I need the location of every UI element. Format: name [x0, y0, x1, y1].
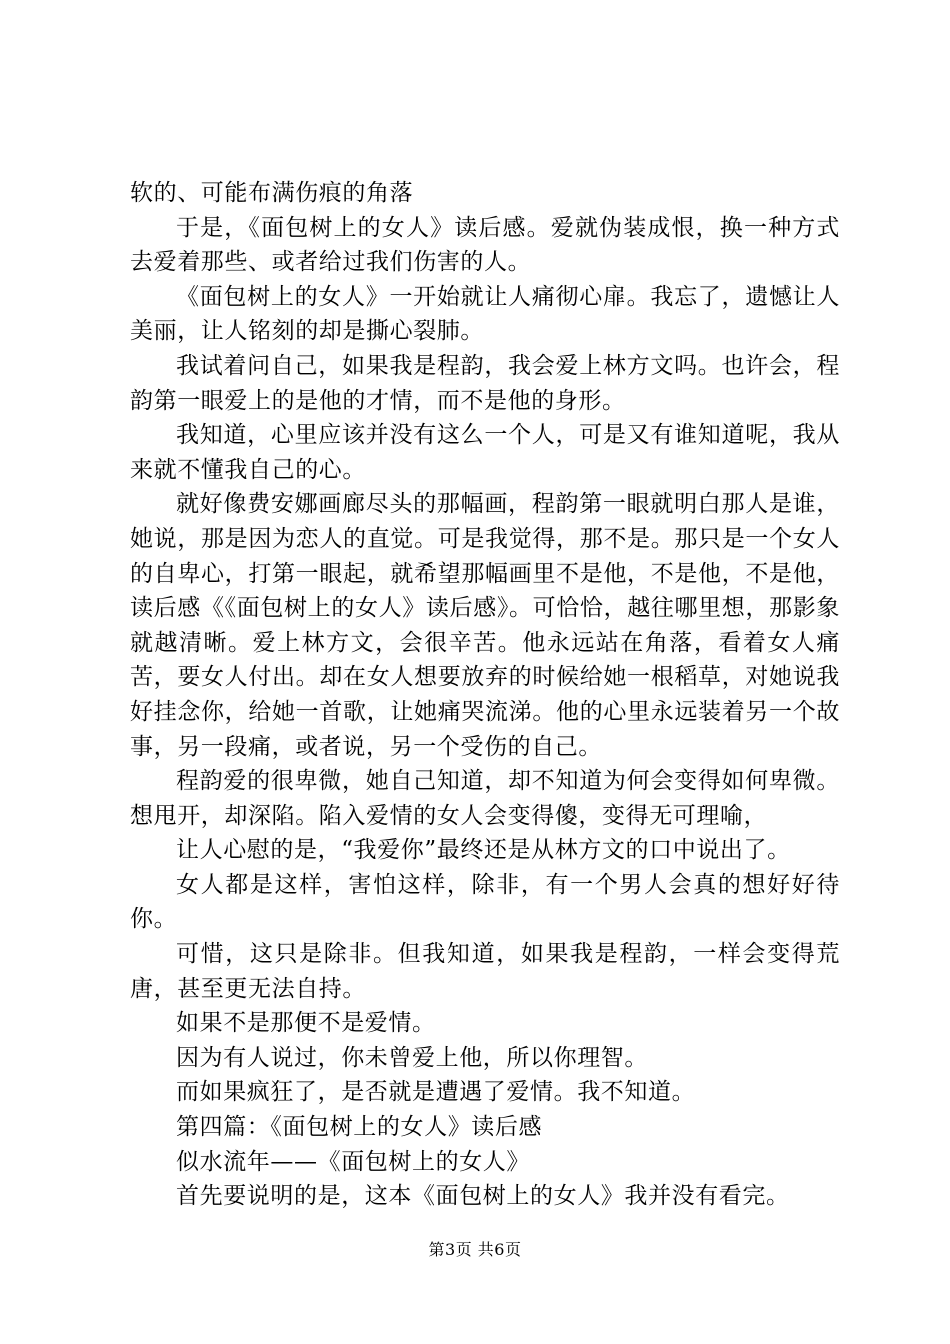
- section-heading: 第四篇：《面包树上的女人》读后感: [176, 1114, 543, 1141]
- paragraph: 《面包树上的女人》一开始就让人痛彻心扉。我忘了，遗憾让人美丽，让人铭刻的却是撕心裂肺。: [130, 283, 840, 345]
- page-number-footer: 第3页 共6页: [428, 1240, 522, 1259]
- paragraph: 而如果疯狂了，是否就是遭遇了爱情。我不知道。: [176, 1079, 696, 1106]
- paragraph: 软的、可能布满伤痕的角落: [130, 180, 414, 206]
- paragraph: 程韵爱的很卑微，她自己知道，却不知道为何会变得如何卑微。想甩开，却深陷。陷入爱情的女人会变得傻，变得无可理喻，: [130, 768, 840, 829]
- paragraph: 可惜，这只是除非。但我知道，如果我是程韵，一样会变得荒唐，甚至更无法自持。: [130, 941, 840, 1002]
- body-text: [130, 176, 840, 1214]
- paragraph: 首先要说明的是，这本《面包树上的女人》我并没有看完。: [176, 1183, 790, 1210]
- paragraph: 如果不是那便不是爱情。: [176, 1010, 436, 1037]
- paragraph: 我试着问自己，如果我是程韵，我会爱上林方文吗。也许会，程韵第一眼爱上的是他的才情，而不是他的身形。: [130, 352, 840, 414]
- paragraph: 就好像费安娜画廊尽头的那幅画，程韵第一眼就明白那人是谁，她说，那是因为恋人的直觉。可是我觉得，那不是。那只是一个女人的自卑心，打第一眼起，就希望那幅画里不是他，不是他，不是他，读后感《《面包树上的女人》读后感》。可恰恰，越往哪里想，那影象就越清晰。爱上林方文，会很辛苦。他永远站在角落，看着女人痛苦，要女人付出。却在女人想要放弃的时候给她一根稻草，对她说我好挂念你，给她一首歌，让她痛哭流涕。他的心里永远装着另一个故事，另一段痛，或者说，另一个受伤的自己。: [130, 491, 840, 760]
- paragraph: 于是，《面包树上的女人》读后感。爱就伪装成恨，换一种方式去爱着那些、或者给过我们伤害的人。: [130, 214, 840, 276]
- paragraph: 女人都是这样，害怕这样，除非，有一个男人会真的想好好待你。: [130, 871, 840, 933]
- section-subtitle: 似水流年——《面包树上的女人》: [176, 1148, 530, 1175]
- paragraph: 让人心慰的是，“我爱你”最终还是从林方文的口中说出了。: [176, 837, 791, 864]
- paragraph: 因为有人说过，你未曾爱上他，所以你理智。: [176, 1044, 648, 1071]
- paragraph: 我知道，心里应该并没有这么一个人，可是又有谁知道呢，我从来就不懂我自己的心。: [130, 422, 840, 483]
